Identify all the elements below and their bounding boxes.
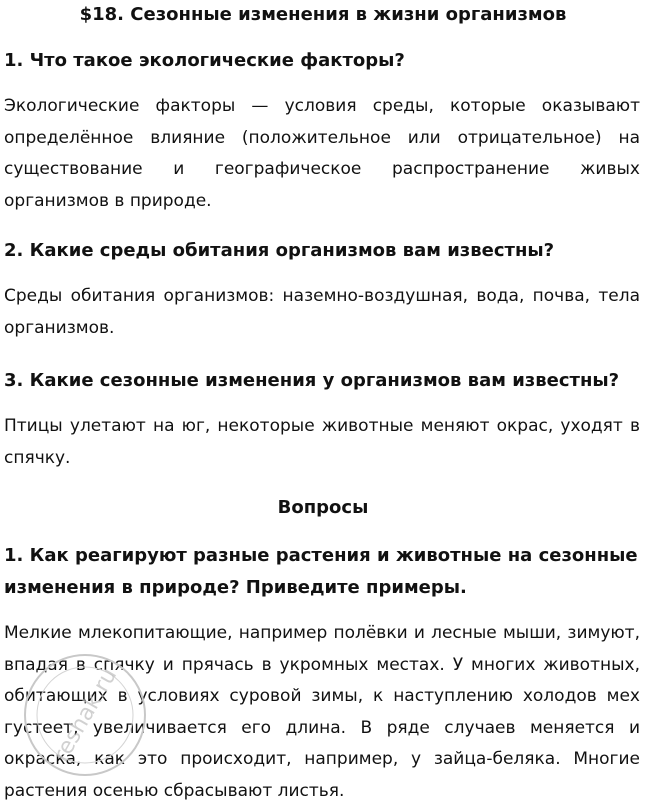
- answer-3-text: Птицы улетают на юг, некоторые животные меняют окрас, уходят в спячку.: [4, 416, 640, 468]
- section-answer-1-text: Мелкие млекопитающие, например полёвки и лесные мыши, зимуют, впадая в спячку и прячась в укромных местах. У многих животных, обитающих в условиях суровой зимы, к наступлению холодов мех густеет, увеличивается его длина. В ряде случаев меняется и окраска, как это происходит, например, у зайца-беляка. Многие растения осенью сбрасывают листья.: [4, 623, 640, 801]
- answer-1-text: Экологические факторы — условия среды, которые оказывают определённое влияние (положительное или отрицательное) на существование и географическое распространение живых организмов в природе.: [4, 96, 640, 211]
- answer-2-text: Среды обитания организмов: наземно-воздушная, вода, почва, тела организмов.: [4, 286, 640, 338]
- watermark-text: reshak.ru: [48, 664, 123, 767]
- section-heading: Вопросы: [277, 497, 369, 518]
- question-1-heading: 1. Что такое экологические факторы?: [4, 50, 405, 71]
- page-title: $18. Сезонные изменения в жизни организмов: [79, 4, 567, 25]
- section-question-1-heading: 1. Как реагируют разные растения и животные на сезонные изменения в природе? Приведите примеры.: [4, 545, 638, 598]
- question-2-heading: 2. Какие среды обитания организмов вам известны?: [4, 240, 555, 261]
- question-3-heading: 3. Какие сезонные изменения у организмов вам известны?: [4, 370, 620, 391]
